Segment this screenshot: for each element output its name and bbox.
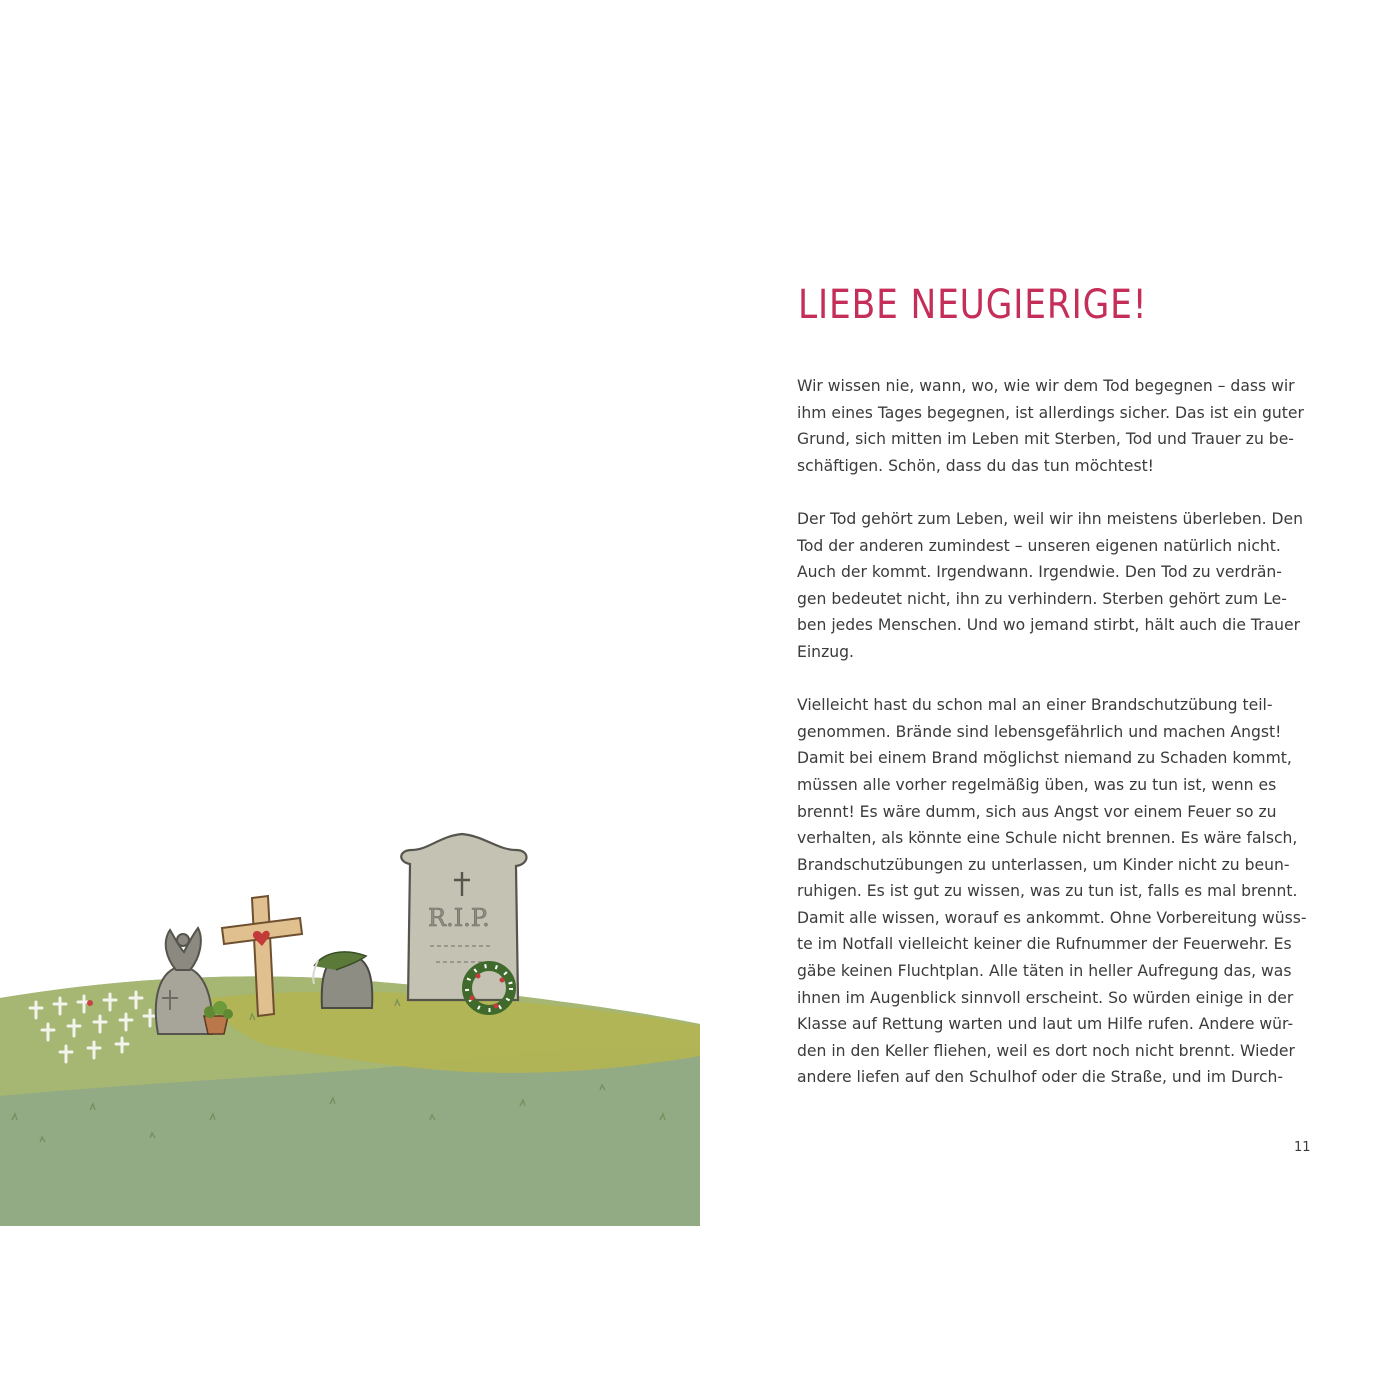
right-page <box>700 0 1400 1400</box>
text-line: Auch der kommt. Irgendwann. Irgendwie. Den Tod zu verdrän- <box>797 563 1282 582</box>
text-line: ihm eines Tages begegnen, ist allerdings sicher. Das ist ein guter <box>797 403 1304 422</box>
text-line: Tod der anderen zumindest – unseren eigenen natürlich nicht. <box>797 536 1281 555</box>
paragraph-2 <box>797 506 1307 666</box>
paragraph-3 <box>797 692 1307 1091</box>
red-flower <box>87 1000 93 1006</box>
text-line: verhalten, als könnte eine Schule nicht brennen. Es wäre falsch, <box>797 829 1298 848</box>
text-line: Einzug. <box>797 642 854 661</box>
text-line: Brandschutzübungen zu unterlassen, um Kinder nicht zu beun- <box>797 855 1290 874</box>
text-line: Der Tod gehört zum Leben, weil wir ihn meistens überleben. Den <box>797 509 1304 528</box>
cemetery-illustration <box>0 820 700 1226</box>
text-line: brennt! Es wäre dumm, sich aus Angst vor einem Feuer so zu <box>797 802 1277 821</box>
text-line: müssen alle vorher regelmäßig üben, was zu tun ist, wenn es <box>797 775 1277 794</box>
text-line: gen bedeutet nicht, ihn zu verhindern. Sterben gehört zum Le- <box>797 589 1287 608</box>
text-line: te im Notfall vielleicht keiner die Rufnummer der Feuerwehr. Es <box>797 935 1292 954</box>
page-heading: LIEBE NEUGIERIGE! <box>798 282 1148 328</box>
text-line: genommen. Brände sind lebensgefährlich und machen Angst! <box>797 722 1282 741</box>
text-line: Wir wissen nie, wann, wo, wie wir dem Tod begegnen – dass wir <box>797 377 1295 395</box>
body-text <box>797 373 1307 1118</box>
text-line: schäftigen. Schön, dass du das tun möchtest! <box>797 456 1154 475</box>
gravestone-inscription: R.I.P. <box>428 904 490 932</box>
text-line: Klasse auf Rettung warten und laut um Hilfe rufen. Andere wür- <box>797 1015 1294 1034</box>
text-line: Damit alle wissen, worauf es ankommt. Ohne Vorbereitung wüss- <box>797 908 1307 927</box>
text-line: den in den Keller fliehen, weil es dort noch nicht brennt. Wieder <box>797 1041 1295 1060</box>
text-line: ruhigen. Es ist gut zu wissen, was zu tun ist, falls es mal brennt. <box>797 882 1298 901</box>
page-number: 11 <box>1294 1140 1311 1155</box>
paragraph-1 <box>797 373 1307 479</box>
text-line: Vielleicht hast du schon mal an einer Brandschutzübung teil- <box>797 696 1273 715</box>
text-line: andere liefen auf den Schulhof oder die Straße, und im Durch- <box>797 1068 1284 1087</box>
text-line: Grund, sich mitten im Leben mit Sterben, Tod und Trauer zu be- <box>797 430 1294 449</box>
text-line: gäbe keinen Fluchtplan. Alle täten in heller Aufregung das, was <box>797 962 1292 981</box>
text-line: ihnen im Augenblick sinnvoll erscheint. So würden einige in der <box>797 988 1294 1007</box>
text-line: Damit bei einem Brand möglichst niemand zu Schaden kommt, <box>797 749 1292 768</box>
text-line: ben jedes Menschen. Und wo jemand stirbt, hält auch die Trauer <box>797 616 1301 635</box>
small-gravestone <box>313 952 372 1008</box>
